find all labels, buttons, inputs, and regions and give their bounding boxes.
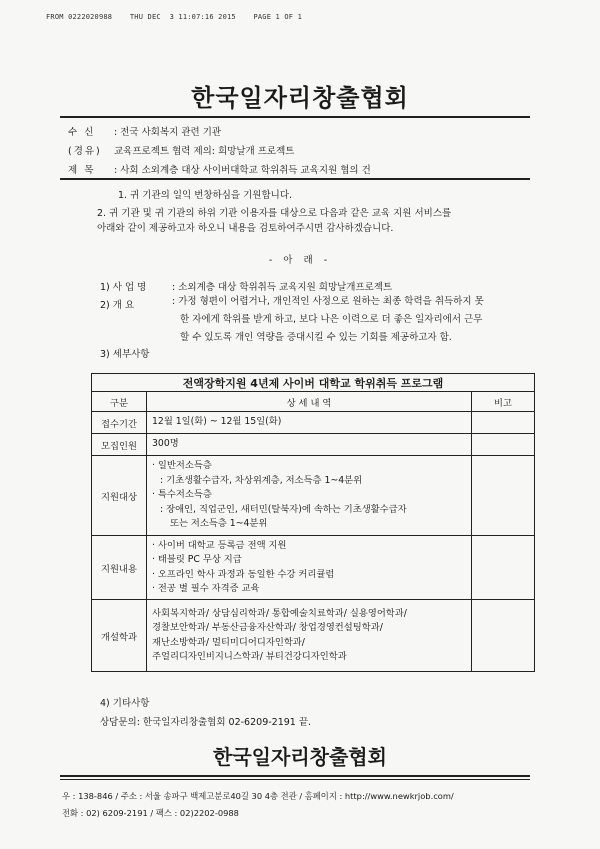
details-label: 3) 세부사항 xyxy=(100,349,150,360)
row-label: 모집인원 xyxy=(92,434,147,456)
detail-line: : 장애인, 직업군인, 새터민(탈북자)에 속하는 기초생활수급자 xyxy=(160,503,407,515)
detail-line: · 특수저소득층 xyxy=(152,489,212,501)
row-details xyxy=(147,434,472,456)
overview-line: : 가정 형편이 어렵거나, 개인적인 사정으로 원하는 최종 학력을 취득하지 못 xyxy=(172,296,484,307)
contact-line: 상담문의: 한국일자리창출협회 02-6209-2191 끝. xyxy=(100,717,312,728)
detail-line: 사회복지학과/ 상담심리학과/ 통합예술치료학과/ 실용영어학과/ xyxy=(152,607,407,619)
detail-line: · 태블릿 PC 무상 지급 xyxy=(152,554,242,565)
header-details: 상 세 내 역 xyxy=(147,392,472,412)
project-name-value: : 소외계층 대상 학위취득 교육지원 희망날개프로젝트 xyxy=(172,282,393,293)
meta-recipient-value: : 전국 사회복지 관련 기관 xyxy=(114,127,222,138)
meta-recipient-label: 수 신 xyxy=(68,127,96,138)
detail-line: · 전공 별 필수 자격증 교육 xyxy=(152,583,260,594)
row-details xyxy=(147,600,472,672)
meta-subject-value: : 사회 소외계층 대상 사이버대학교 학위취득 교육지원 협의 건 xyxy=(114,165,371,176)
detail-line: 12월 1일(화) ~ 12월 15일(화) xyxy=(152,416,282,428)
detail-line: · 일반저소득층 xyxy=(152,460,212,472)
footer-divider-thin xyxy=(60,779,530,780)
footer-divider-thick xyxy=(60,775,530,777)
meta-subject xyxy=(68,162,371,176)
body-paragraph-3: 아래와 같이 제공하고자 하오니 내용을 검토하여주시면 감사하겠습니다. xyxy=(97,223,394,234)
detail-line: 300명 xyxy=(152,438,179,450)
row-remark xyxy=(472,456,535,536)
table-row-eligibility xyxy=(92,456,535,536)
row-details xyxy=(147,412,472,434)
overview-text xyxy=(172,293,484,347)
meta-via-value: 교육프로젝트 협력 제의: 희망날개 프로젝트 xyxy=(114,146,295,157)
detail-line: 주얼리디자인비지니스학과/ 뷰티건강디자인학과 xyxy=(152,651,347,662)
detail-line: 경찰보안학과/ 부동산금융자산학과/ 창업경영컨설팅학과/ xyxy=(152,622,383,633)
row-remark xyxy=(472,412,535,434)
header-remarks: 비고 xyxy=(472,392,535,412)
footer-org-name: 한국일자리창출협회 xyxy=(213,745,387,769)
row-label: 접수기간 xyxy=(92,412,147,434)
table-row-departments xyxy=(92,600,535,672)
table-row-period xyxy=(92,412,535,434)
body-paragraph-2: 2. 귀 기관 및 귀 기관의 하위 기관 이용자를 대상으로 다음과 같은 교육 지원 서비스를 xyxy=(97,208,452,219)
row-details xyxy=(147,536,472,600)
fax-header: FROM 0222020988 THU DEC 3 11:07:16 2015 PAGE 1 OF 1 xyxy=(46,13,303,21)
program-table xyxy=(91,373,535,672)
table-row-capacity xyxy=(92,434,535,456)
row-details xyxy=(147,456,472,536)
project-name xyxy=(100,279,392,293)
detail-line: : 기초생활수급자, 차상위계층, 저소득층 1~4분위 xyxy=(160,474,363,486)
table-banner-row xyxy=(92,374,535,392)
footer-address: 우 : 138-846 / 주소 : 서울 송파구 백제고분로40길 30 4층 전관 / 홈페이지 : http://www.newkrjob.com/ xyxy=(62,791,454,801)
row-label: 지원내용 xyxy=(92,536,147,600)
row-label: 지원대상 xyxy=(92,456,147,536)
meta-recipient xyxy=(68,124,221,138)
section-marker: - 아 래 - xyxy=(268,255,332,266)
other-label: 4) 기타사항 xyxy=(100,698,150,709)
detail-line: 재난소방학과/ 멀티미디어디자인학과/ xyxy=(152,636,305,648)
overview-line: 할 수 있도록 개인 역량을 증대시킬 수 있는 기회를 제공하고자 함. xyxy=(180,332,452,343)
table-header-row xyxy=(92,392,535,412)
row-remark xyxy=(472,600,535,672)
footer-phone-fax: 전화 : 02) 6209-2191 / 팩스 : 02)2202-0988 xyxy=(62,808,239,818)
body-paragraph-1: 1. 귀 기관의 일익 번창하심을 기원합니다. xyxy=(118,190,293,201)
project-name-label: 1) 사 업 명 xyxy=(100,282,147,293)
letterhead-title: 한국일자리창출협회 xyxy=(191,83,409,112)
header-category: 구분 xyxy=(92,392,147,412)
detail-line: · 오프라인 학사 과정과 동일한 수강 커리큘럼 xyxy=(152,568,335,580)
detail-line: · 사이버 대학교 등록금 전액 지원 xyxy=(152,539,287,551)
table-row-benefits xyxy=(92,536,535,600)
table-banner: 전액장학지원 4년제 사이버 대학교 학위취득 프로그램 xyxy=(92,374,535,392)
overview-line: 한 자에게 학위를 받게 하고, 보다 나은 이력으로 더 좋은 일자리에서 근무 xyxy=(180,314,483,325)
meta-subject-label: 제 목 xyxy=(68,165,96,176)
overview-label: 2) 개 요 xyxy=(100,300,135,311)
meta-via xyxy=(68,143,294,157)
detail-line: 또는 저소득층 1~4분위 xyxy=(170,518,268,530)
row-remark xyxy=(472,434,535,456)
meta-via-label: (경유) xyxy=(68,146,102,157)
header-divider-top xyxy=(60,116,530,118)
header-divider-bottom xyxy=(60,178,530,180)
row-label: 개설학과 xyxy=(92,600,147,672)
row-remark xyxy=(472,536,535,600)
